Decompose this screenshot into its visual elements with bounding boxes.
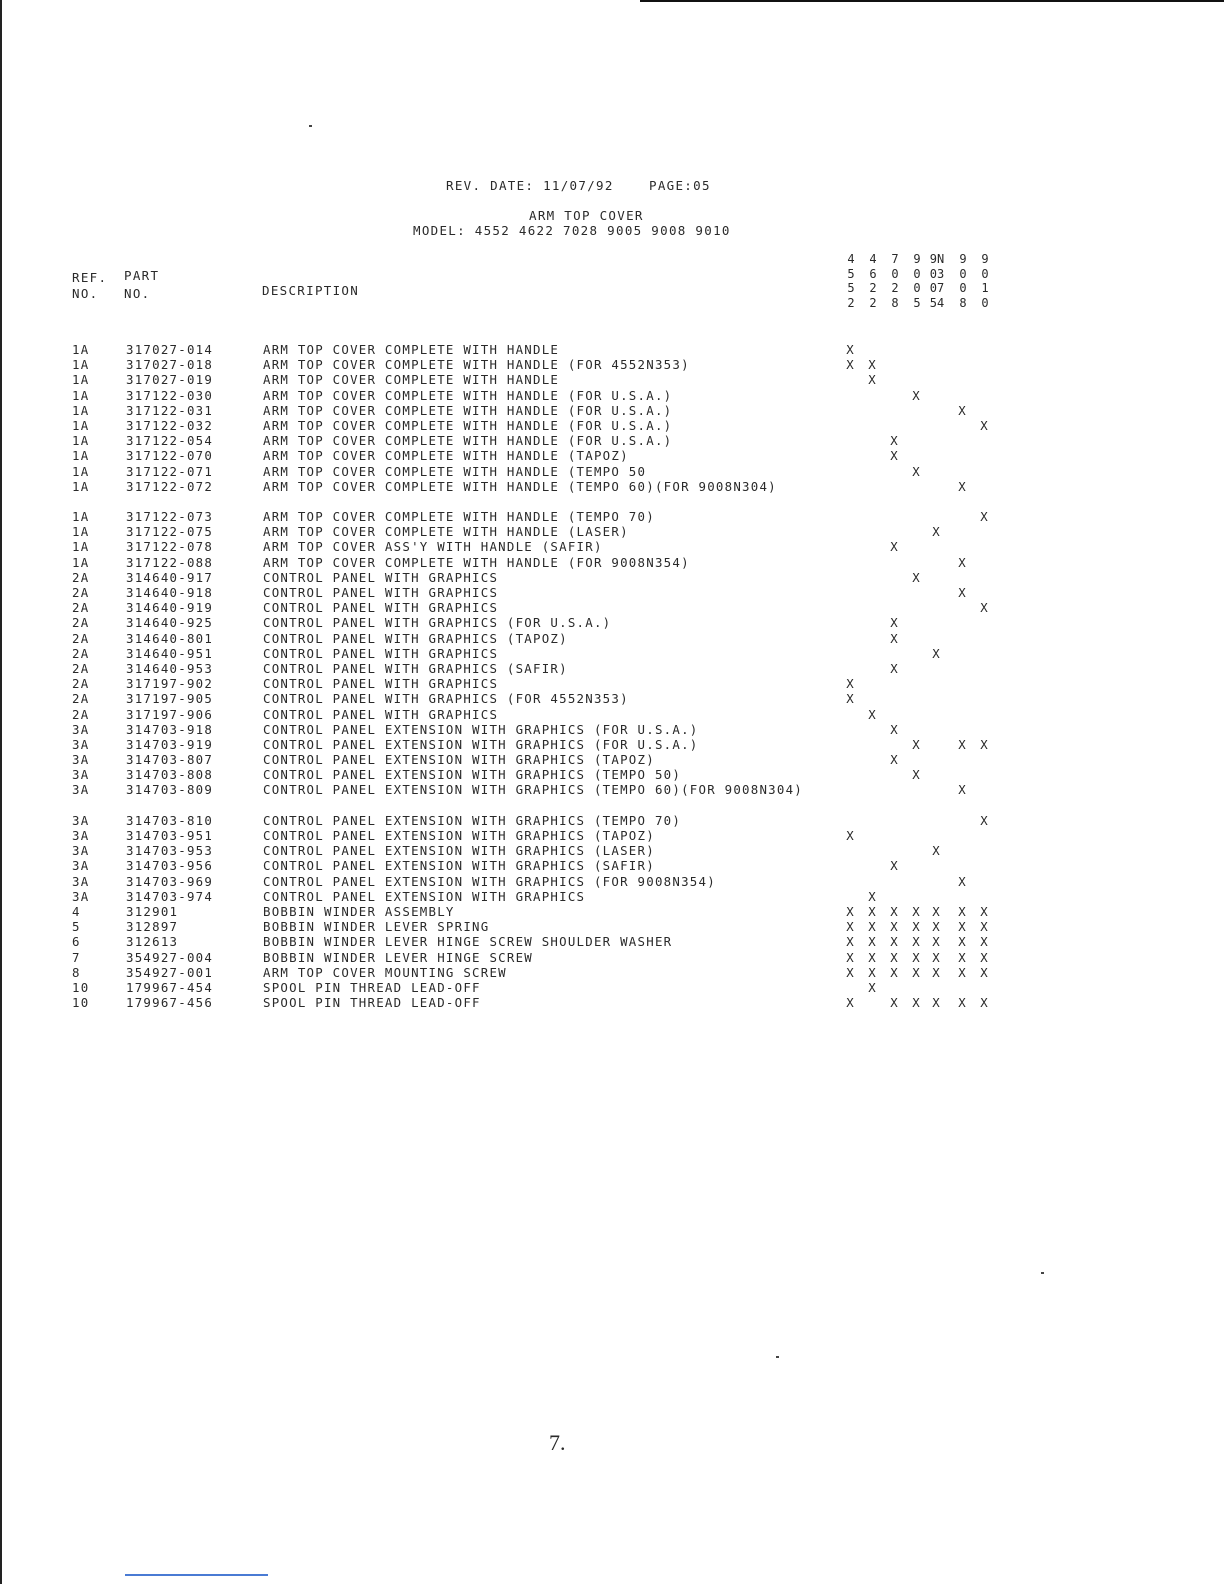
model-applicability-mark: X	[868, 949, 876, 965]
model-digit: 8	[891, 295, 899, 310]
ref-number: 1A	[72, 402, 90, 418]
model-applicability-mark: X	[958, 903, 966, 919]
model-applicability-mark: X	[980, 949, 988, 965]
model-applicability-mark: X	[890, 660, 898, 676]
model-applicability-mark: X	[890, 858, 898, 874]
table-row	[0, 464, 1224, 479]
part-number: 312901	[126, 903, 179, 919]
model-applicability-mark: X	[980, 417, 988, 433]
model-applicability-mark: X	[846, 934, 854, 950]
part-number: 312613	[126, 934, 179, 950]
model-digit: 2	[891, 281, 899, 295]
table-row	[0, 995, 1224, 1010]
ref-number: 1A	[72, 342, 90, 357]
model-applicability-mark: X	[846, 828, 854, 844]
model-applicability-mark: X	[846, 342, 854, 357]
table-row	[0, 828, 1224, 843]
model-applicability-mark: X	[912, 919, 920, 935]
model-applicability-mark: X	[932, 995, 940, 1011]
parts-table	[0, 342, 1224, 1010]
model-applicability-mark: X	[912, 934, 920, 950]
table-row	[0, 539, 1224, 554]
model-digit: 2	[869, 281, 877, 295]
part-description: ARM TOP COVER COMPLETE WITH HANDLE	[263, 342, 560, 357]
part-description: ARM TOP COVER COMPLETE WITH HANDLE (FOR U.S.A.)	[263, 417, 673, 433]
table-row	[0, 600, 1224, 615]
part-number: 317122-054	[126, 433, 214, 449]
ref-number: 10	[72, 995, 90, 1011]
model-applicability-mark: X	[890, 919, 898, 935]
part-description: CONTROL PANEL WITH GRAPHICS	[263, 645, 499, 661]
model-applicability-mark: X	[932, 919, 940, 935]
model-applicability-mark: X	[890, 615, 898, 631]
model-applicability-mark: X	[958, 585, 966, 601]
model-digit: 0	[981, 295, 989, 310]
table-row	[0, 691, 1224, 706]
model-applicability-mark: X	[912, 903, 920, 919]
part-number: 317122-072	[126, 478, 214, 494]
ref-number: 2A	[72, 630, 90, 646]
scan-speck	[776, 1356, 779, 1358]
table-row	[0, 858, 1224, 873]
ref-number: 1A	[72, 524, 90, 540]
model-column-header	[926, 252, 948, 310]
model-applicability-mark: X	[958, 554, 966, 570]
scan-speck	[1041, 1272, 1044, 1274]
table-row	[0, 357, 1224, 372]
ref-number: 1A	[72, 417, 90, 433]
table-row	[0, 676, 1224, 691]
model-digit: 9	[959, 252, 967, 266]
model-digit: 0	[959, 266, 967, 281]
model-applicability-mark: X	[846, 995, 854, 1011]
part-description: CONTROL PANEL EXTENSION WITH GRAPHICS (LASER)	[263, 843, 655, 859]
model-applicability-mark: X	[980, 600, 988, 616]
part-description: BOBBIN WINDER LEVER SPRING	[263, 919, 490, 935]
part-number: 317197-902	[126, 676, 214, 692]
part-description: ARM TOP COVER COMPLETE WITH HANDLE (TEMPO 70)	[263, 509, 655, 525]
table-row	[0, 661, 1224, 676]
part-description: CONTROL PANEL EXTENSION WITH GRAPHICS (TAPOZ)	[263, 828, 655, 844]
part-description: ARM TOP COVER MOUNTING SCREW	[263, 964, 507, 980]
model-applicability-mark: X	[980, 995, 988, 1011]
model-applicability-mark: X	[890, 433, 898, 449]
ref-number: 2A	[72, 645, 90, 661]
part-number: 312897	[126, 919, 179, 935]
table-row	[0, 843, 1224, 858]
part-description: ARM TOP COVER COMPLETE WITH HANDLE (LASER)	[263, 524, 629, 540]
part-description: CONTROL PANEL WITH GRAPHICS (FOR U.S.A.)	[263, 615, 612, 631]
part-description: BOBBIN WINDER LEVER HINGE SCREW	[263, 949, 534, 965]
part-number: 317197-905	[126, 691, 214, 707]
part-description: CONTROL PANEL EXTENSION WITH GRAPHICS (SAFIR)	[263, 858, 655, 874]
model-applicability-mark: X	[912, 949, 920, 965]
model-applicability-mark: X	[958, 995, 966, 1011]
model-applicability-mark: X	[958, 736, 966, 752]
part-description: CONTROL PANEL EXTENSION WITH GRAPHICS	[263, 888, 586, 904]
model-digit: 9	[981, 252, 989, 266]
part-number: 314703-807	[126, 752, 214, 768]
model-applicability-mark: X	[958, 782, 966, 798]
table-row	[0, 448, 1224, 463]
part-description: BOBBIN WINDER ASSEMBLY	[263, 903, 455, 919]
ref-number: 2A	[72, 615, 90, 631]
part-number: 314703-969	[126, 873, 214, 889]
model-column-header	[906, 252, 928, 310]
model-applicability-mark: X	[958, 964, 966, 980]
page-bottom-edge	[125, 1574, 268, 1576]
model-applicability-mark: X	[890, 995, 898, 1011]
part-number: 179967-454	[126, 979, 214, 995]
part-description: ARM TOP COVER ASS'Y WITH HANDLE (SAFIR)	[263, 539, 603, 555]
table-row	[0, 782, 1224, 812]
part-number: 179967-456	[126, 995, 214, 1011]
part-description: CONTROL PANEL WITH GRAPHICS	[263, 676, 499, 692]
table-row	[0, 585, 1224, 600]
model-applicability-mark: X	[912, 387, 920, 403]
model-digit: 0	[891, 266, 899, 281]
ref-number: 1A	[72, 554, 90, 570]
model-digit: 4	[869, 252, 877, 266]
part-description: ARM TOP COVER COMPLETE WITH HANDLE (TAPOZ)	[263, 448, 629, 464]
model-applicability-mark: X	[912, 767, 920, 783]
table-row	[0, 509, 1224, 524]
table-row	[0, 722, 1224, 737]
part-header-no: NO.	[124, 286, 151, 301]
table-row	[0, 950, 1224, 965]
model-digit: 54	[929, 295, 945, 310]
model-column-header	[884, 252, 906, 310]
part-number: 317122-030	[126, 387, 214, 403]
part-number: 314640-919	[126, 600, 214, 616]
table-row	[0, 570, 1224, 585]
part-number: 314640-953	[126, 660, 214, 676]
model-applicability-mark: X	[958, 402, 966, 418]
table-row	[0, 737, 1224, 752]
model-digit: 0	[981, 266, 989, 281]
model-applicability-mark: X	[958, 949, 966, 965]
model-digit: 2	[869, 295, 877, 310]
ref-number: 3A	[72, 873, 90, 889]
model-applicability-mark: X	[846, 676, 854, 692]
table-row	[0, 342, 1224, 357]
table-row	[0, 874, 1224, 889]
model-digit: 5	[913, 295, 921, 310]
model-applicability-mark: X	[890, 949, 898, 965]
model-applicability-mark: X	[980, 903, 988, 919]
table-row	[0, 889, 1224, 904]
model-applicability-mark: X	[890, 721, 898, 737]
ref-number: 3A	[72, 843, 90, 859]
part-number: 317122-071	[126, 463, 214, 479]
model-column-header	[840, 252, 862, 310]
model-applicability-mark: X	[868, 979, 876, 995]
part-number: 314640-801	[126, 630, 214, 646]
table-row	[0, 934, 1224, 949]
model-applicability-mark: X	[958, 478, 966, 494]
part-number: 317027-018	[126, 357, 214, 373]
ref-number: 2A	[72, 585, 90, 601]
part-description: ARM TOP COVER COMPLETE WITH HANDLE (FOR U.S.A.)	[263, 402, 673, 418]
model-digit: 0	[913, 281, 921, 295]
model-digit: 0	[959, 281, 967, 295]
part-description: CONTROL PANEL WITH GRAPHICS (FOR 4552N353)	[263, 691, 629, 707]
part-number: 314703-956	[126, 858, 214, 874]
table-row	[0, 524, 1224, 539]
model-applicability-mark: X	[890, 539, 898, 555]
part-number: 317122-075	[126, 524, 214, 540]
model-applicability-mark: X	[846, 691, 854, 707]
ref-number: 3A	[72, 736, 90, 752]
part-header: PART	[124, 268, 160, 283]
part-number: 317122-073	[126, 509, 214, 525]
ref-number: 1A	[72, 509, 90, 525]
part-description: CONTROL PANEL EXTENSION WITH GRAPHICS (TEMPO 50)	[263, 767, 682, 783]
part-description: CONTROL PANEL WITH GRAPHICS (SAFIR)	[263, 660, 568, 676]
model-digit: 9	[913, 252, 921, 266]
part-number: 317122-088	[126, 554, 214, 570]
part-number: 314640-925	[126, 615, 214, 631]
model-applicability-mark: X	[980, 812, 988, 828]
ref-number: 5	[72, 919, 81, 935]
model-applicability-mark: X	[912, 569, 920, 585]
model-digit: 7	[891, 252, 899, 266]
model-applicability-mark: X	[980, 934, 988, 950]
table-row	[0, 767, 1224, 782]
ref-number: 1A	[72, 448, 90, 464]
model-applicability-mark: X	[912, 463, 920, 479]
part-description: CONTROL PANEL WITH GRAPHICS	[263, 569, 499, 585]
ref-header: REF.	[72, 270, 108, 285]
table-row	[0, 388, 1224, 403]
part-number: 314640-951	[126, 645, 214, 661]
table-row	[0, 555, 1224, 570]
ref-number: 3A	[72, 888, 90, 904]
ref-number: 3A	[72, 752, 90, 768]
part-description: ARM TOP COVER COMPLETE WITH HANDLE (FOR 9008N354)	[263, 554, 690, 570]
part-description: CONTROL PANEL WITH GRAPHICS	[263, 600, 499, 616]
part-description: ARM TOP COVER COMPLETE WITH HANDLE	[263, 372, 560, 388]
part-number: 317122-070	[126, 448, 214, 464]
table-row	[0, 631, 1224, 646]
model-column-header	[952, 252, 974, 310]
table-row	[0, 813, 1224, 828]
model-digit: 07	[929, 281, 945, 295]
part-description: ARM TOP COVER COMPLETE WITH HANDLE (FOR U.S.A.)	[263, 387, 673, 403]
ref-number: 4	[72, 903, 81, 919]
ref-number: 2A	[72, 600, 90, 616]
model-applicability-mark: X	[932, 934, 940, 950]
ref-number: 10	[72, 979, 90, 995]
model-digit: 4	[847, 252, 855, 266]
part-description: CONTROL PANEL EXTENSION WITH GRAPHICS (FOR U.S.A.)	[263, 721, 699, 737]
part-number: 314703-953	[126, 843, 214, 859]
model-applicability-mark: X	[980, 509, 988, 525]
part-description: CONTROL PANEL EXTENSION WITH GRAPHICS (TEMPO 60)(FOR 9008N304)	[263, 782, 804, 798]
ref-number: 1A	[72, 357, 90, 373]
section-title: ARM TOP COVER	[529, 208, 644, 223]
table-row	[0, 919, 1224, 934]
model-applicability-mark: X	[932, 964, 940, 980]
model-applicability-mark: X	[868, 888, 876, 904]
table-row	[0, 403, 1224, 418]
model-applicability-mark: X	[890, 630, 898, 646]
part-number: 317122-032	[126, 417, 214, 433]
part-number: 354927-004	[126, 949, 214, 965]
part-number: 314703-810	[126, 812, 214, 828]
table-row	[0, 980, 1224, 995]
part-number: 354927-001	[126, 964, 214, 980]
part-number: 314703-974	[126, 888, 214, 904]
part-description: CONTROL PANEL WITH GRAPHICS (TAPOZ)	[263, 630, 568, 646]
part-description: CONTROL PANEL WITH GRAPHICS	[263, 585, 499, 601]
table-row	[0, 904, 1224, 919]
ref-number: 1A	[72, 539, 90, 555]
model-applicability-mark: X	[980, 919, 988, 935]
part-number: 317197-906	[126, 706, 214, 722]
ref-number: 3A	[72, 828, 90, 844]
ref-number: 1A	[72, 478, 90, 494]
description-header: DESCRIPTION	[262, 283, 360, 298]
ref-number: 3A	[72, 782, 90, 798]
table-row	[0, 433, 1224, 448]
model-applicability-mark: X	[846, 949, 854, 965]
ref-number: 6	[72, 934, 81, 950]
model-applicability-mark: X	[958, 934, 966, 950]
model-applicability-mark: X	[868, 964, 876, 980]
model-applicability-mark: X	[846, 964, 854, 980]
part-number: 314703-919	[126, 736, 214, 752]
table-row	[0, 752, 1224, 767]
ref-header-no: NO.	[72, 286, 99, 301]
part-description: ARM TOP COVER COMPLETE WITH HANDLE (FOR U.S.A.)	[263, 433, 673, 449]
table-row	[0, 479, 1224, 509]
model-applicability-mark: X	[912, 995, 920, 1011]
model-digit: 6	[869, 266, 877, 281]
model-applicability-mark: X	[868, 934, 876, 950]
model-applicability-mark: X	[890, 448, 898, 464]
part-description: CONTROL PANEL EXTENSION WITH GRAPHICS (TAPOZ)	[263, 752, 655, 768]
model-applicability-mark: X	[958, 919, 966, 935]
part-description: SPOOL PIN THREAD LEAD-OFF	[263, 979, 481, 995]
model-applicability-mark: X	[890, 964, 898, 980]
model-applicability-mark: X	[846, 357, 854, 373]
table-row	[0, 372, 1224, 387]
model-digit: 0	[913, 266, 921, 281]
part-number: 317027-019	[126, 372, 214, 388]
revision-line: REV. DATE: 11/07/92 PAGE:05	[446, 178, 711, 193]
table-row	[0, 646, 1224, 661]
model-applicability-mark: X	[980, 736, 988, 752]
model-applicability-mark: X	[868, 903, 876, 919]
part-description: CONTROL PANEL EXTENSION WITH GRAPHICS (TEMPO 70)	[263, 812, 682, 828]
ref-number: 1A	[72, 372, 90, 388]
part-description: ARM TOP COVER COMPLETE WITH HANDLE (TEMPO 60)(FOR 9008N304)	[263, 478, 777, 494]
model-column-header	[974, 252, 996, 310]
ref-number: 3A	[72, 858, 90, 874]
model-line: MODEL: 4552 4622 7028 9005 9008 9010	[413, 223, 731, 238]
model-applicability-mark: X	[912, 736, 920, 752]
model-applicability-mark: X	[868, 357, 876, 373]
ref-number: 2A	[72, 676, 90, 692]
model-applicability-mark: X	[912, 964, 920, 980]
model-applicability-mark: X	[932, 645, 940, 661]
table-row	[0, 418, 1224, 433]
model-applicability-mark: X	[932, 903, 940, 919]
part-number: 314640-918	[126, 585, 214, 601]
scan-speck	[309, 125, 312, 127]
model-applicability-mark: X	[932, 949, 940, 965]
ref-number: 1A	[72, 433, 90, 449]
ref-number: 3A	[72, 721, 90, 737]
part-description: SPOOL PIN THREAD LEAD-OFF	[263, 995, 481, 1011]
model-applicability-mark: X	[846, 919, 854, 935]
part-number: 317027-014	[126, 342, 214, 357]
model-digit: 9N	[929, 252, 945, 266]
page-top-edge	[640, 0, 1224, 2]
model-applicability-mark: X	[932, 524, 940, 540]
table-row	[0, 615, 1224, 630]
ref-number: 2A	[72, 660, 90, 676]
part-description: CONTROL PANEL EXTENSION WITH GRAPHICS (FOR U.S.A.)	[263, 736, 699, 752]
part-description: ARM TOP COVER COMPLETE WITH HANDLE (FOR 4552N353)	[263, 357, 690, 373]
model-digit: 5	[847, 281, 855, 295]
part-number: 314703-808	[126, 767, 214, 783]
table-row	[0, 707, 1224, 722]
page-number: 7.	[549, 1430, 566, 1455]
model-applicability-mark: X	[868, 372, 876, 388]
ref-number: 3A	[72, 812, 90, 828]
part-number: 317122-078	[126, 539, 214, 555]
part-number: 314703-809	[126, 782, 214, 798]
ref-number: 8	[72, 964, 81, 980]
model-digit: 03	[929, 266, 945, 281]
model-column-header	[862, 252, 884, 310]
model-digit: 2	[847, 295, 855, 310]
ref-number: 2A	[72, 569, 90, 585]
ref-number: 2A	[72, 691, 90, 707]
part-number: 314703-951	[126, 828, 214, 844]
table-row	[0, 965, 1224, 980]
ref-number: 1A	[72, 463, 90, 479]
part-description: CONTROL PANEL EXTENSION WITH GRAPHICS (FOR 9008N354)	[263, 873, 716, 889]
part-description: ARM TOP COVER COMPLETE WITH HANDLE (TEMPO 50	[263, 463, 647, 479]
model-digit: 5	[847, 266, 855, 281]
model-applicability-mark: X	[932, 843, 940, 859]
ref-number: 1A	[72, 387, 90, 403]
model-applicability-mark: X	[890, 752, 898, 768]
model-applicability-mark: X	[890, 903, 898, 919]
model-applicability-mark: X	[980, 964, 988, 980]
part-number: 317122-031	[126, 402, 214, 418]
ref-number: 2A	[72, 706, 90, 722]
part-description: BOBBIN WINDER LEVER HINGE SCREW SHOULDER WASHER	[263, 934, 673, 950]
part-number: 314703-918	[126, 721, 214, 737]
model-digit: 8	[959, 295, 967, 310]
model-applicability-mark: X	[958, 873, 966, 889]
model-applicability-mark: X	[868, 706, 876, 722]
ref-number: 3A	[72, 767, 90, 783]
model-digit: 1	[981, 281, 989, 295]
part-number: 314640-917	[126, 569, 214, 585]
ref-number: 7	[72, 949, 81, 965]
model-applicability-mark: X	[890, 934, 898, 950]
model-applicability-mark: X	[846, 903, 854, 919]
part-description: CONTROL PANEL WITH GRAPHICS	[263, 706, 499, 722]
model-applicability-mark: X	[868, 919, 876, 935]
